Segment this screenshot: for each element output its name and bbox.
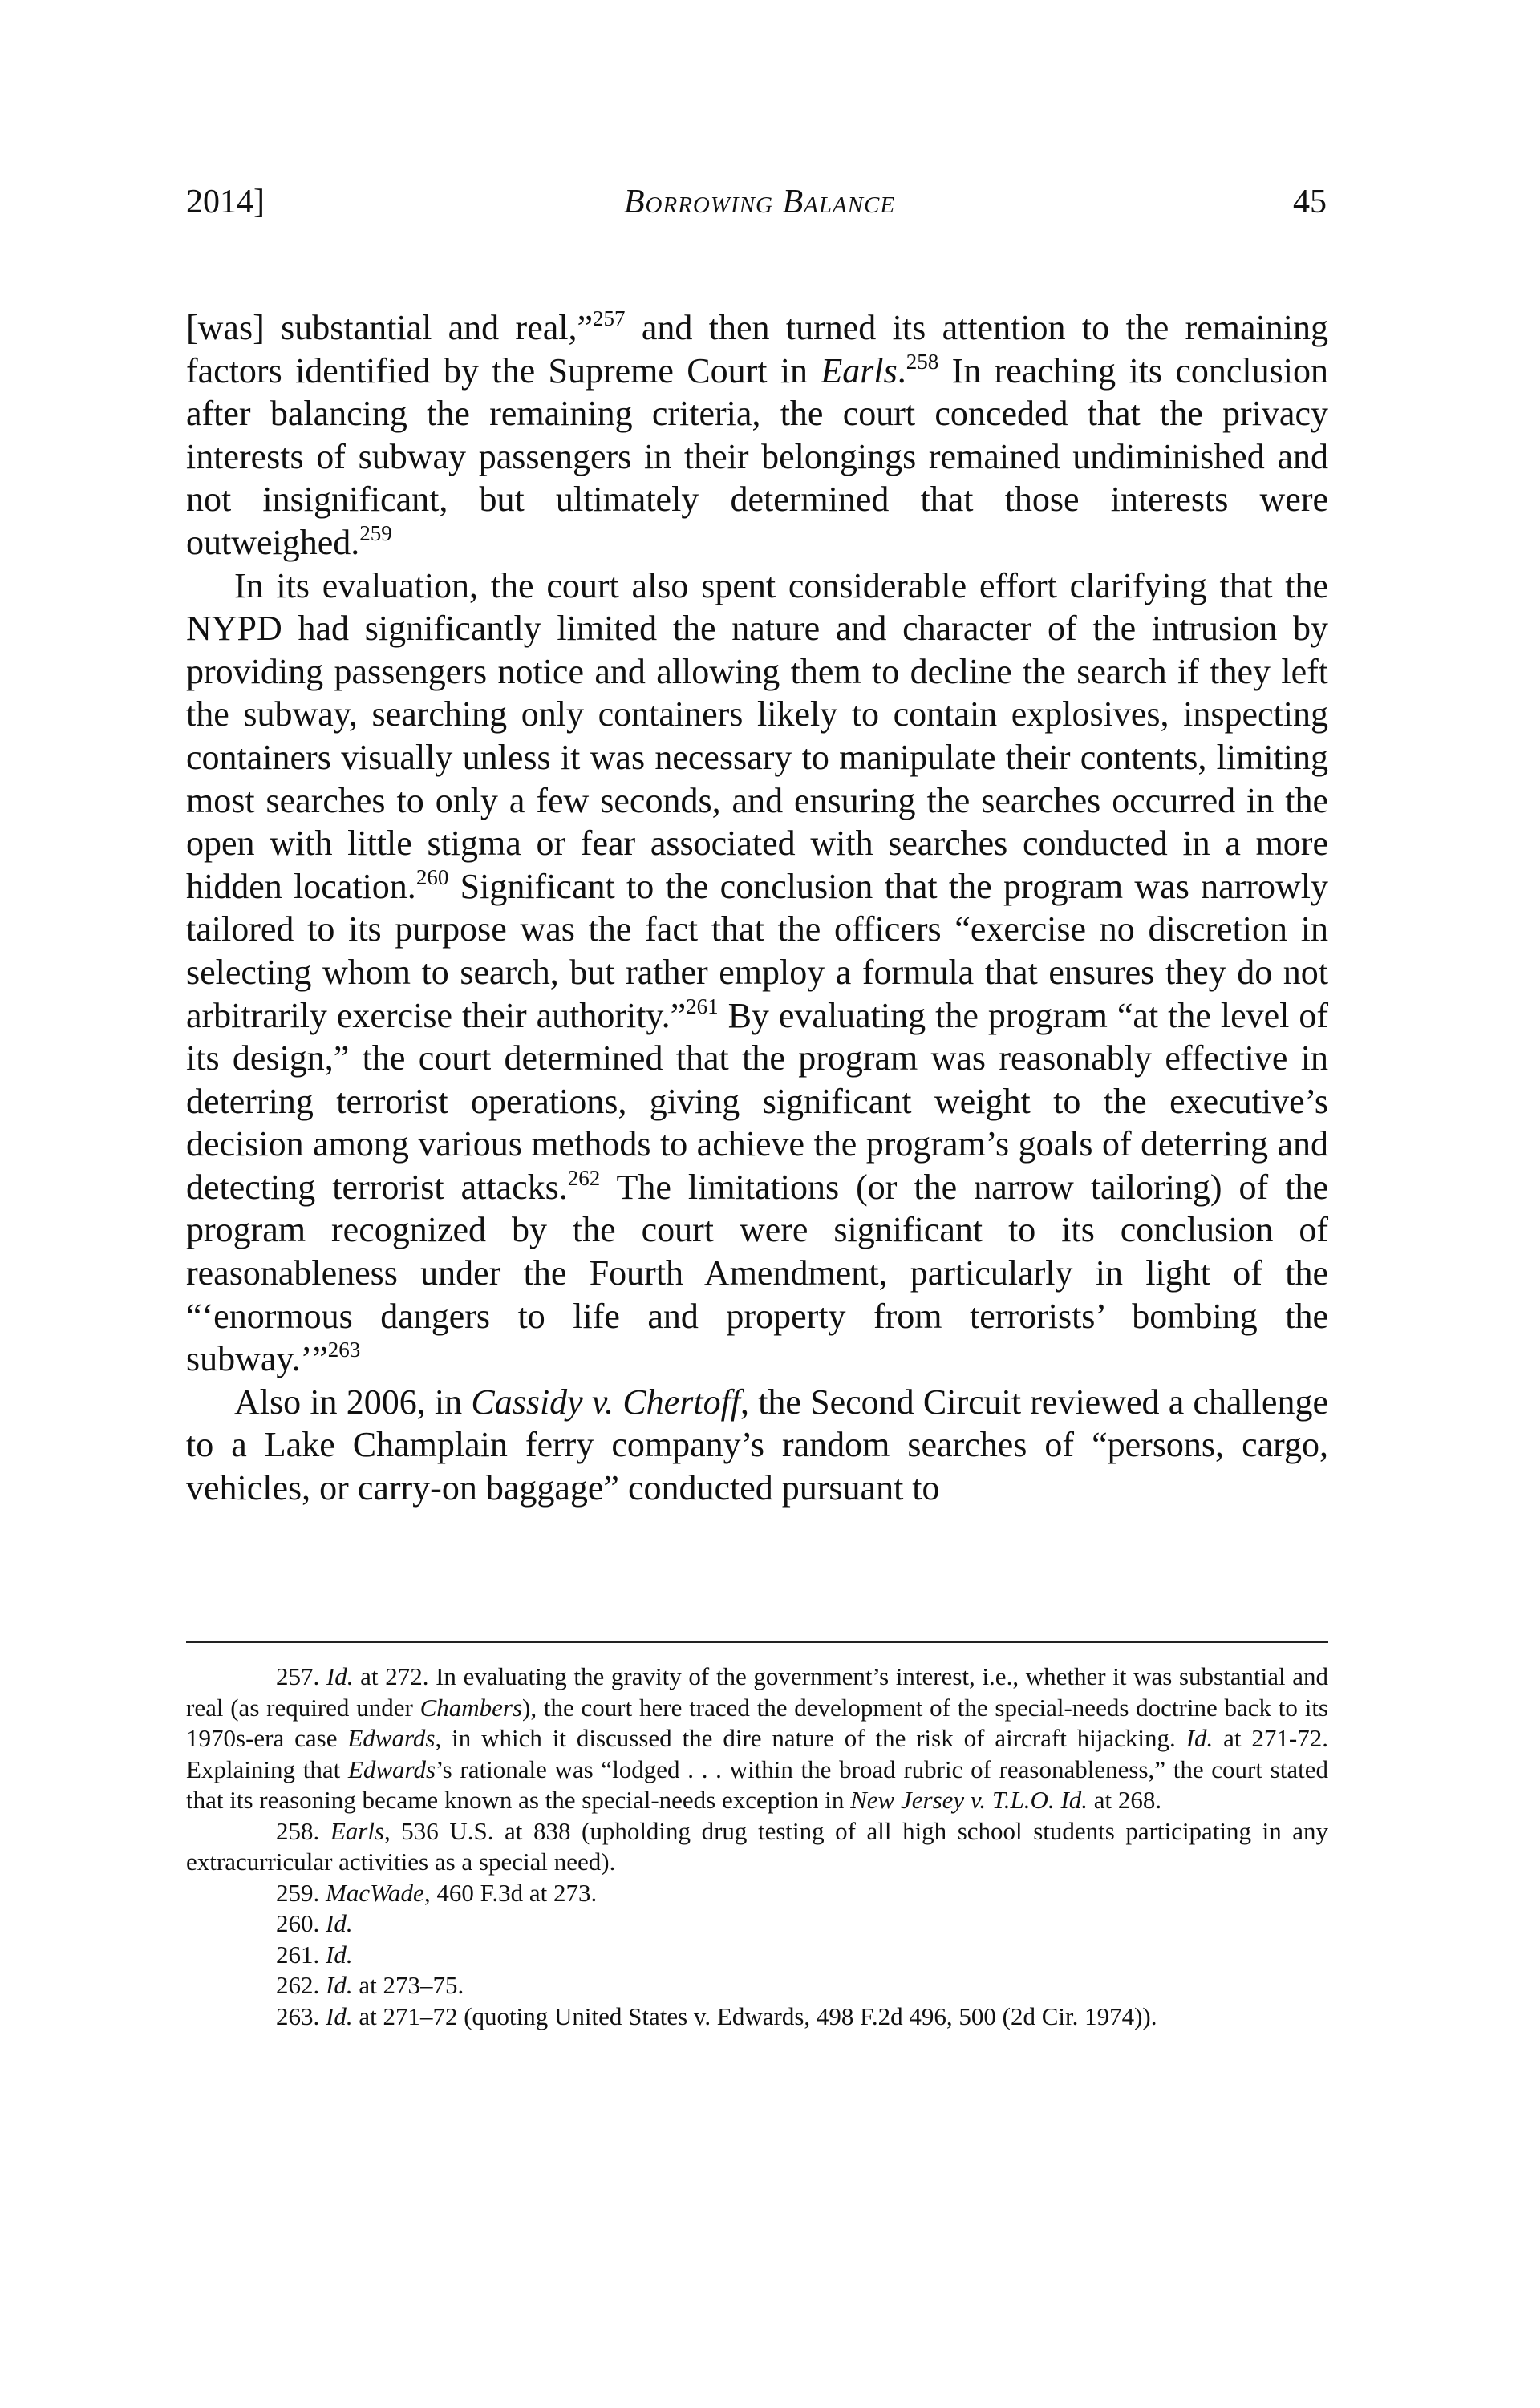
footnote-number: 257.: [276, 1662, 320, 1690]
header-title: Borrowing Balance: [623, 184, 896, 221]
case-name: Edwards: [347, 1754, 436, 1783]
text-run: By evaluating the program “at the level of its design,” the court determined that the program was reasonably effective in deterring terrorist operations, giving significant weight to the executive’s decision among various methods to achieve the program’s goals of deterring and detecting terrorist attacks.: [186, 995, 1328, 1207]
citation: Id.: [326, 2001, 353, 2030]
text-run: In its evaluation, the court also spent considerable effort clarifying that the NYPD had significantly limited the nature and character of the intrusion by providing passengers notice and allowing them to decline the search if they left the subway, searching only containers likely to contain explosives, inspecting containers visually unless it was necessary to manipulate their contents, limiting most searches to only a few seconds, and ensuring the searches occurred in the open with little stigma or fear associated with searches conducted in a more hidden location.: [186, 565, 1328, 906]
text-run: at 273–75.: [352, 1971, 464, 1999]
footnote-262: [186, 1970, 1328, 2001]
case-name: Chambers: [419, 1693, 523, 1722]
footnote-ref-263: 263: [327, 1338, 361, 1362]
footnote-ref-259: 259: [359, 520, 392, 545]
page-number: 45: [1293, 184, 1327, 221]
footnote-number: 258.: [276, 1816, 320, 1845]
footnote-259: [186, 1878, 1328, 1909]
citation: Id.: [326, 1971, 353, 1999]
text-run: at 271–72 (quoting United States v. Edwards, 498 F.2d 496, 500 (2d Cir. 1974)).: [352, 2001, 1157, 2030]
text-run: Also in 2006, in: [234, 1382, 472, 1422]
running-header: [186, 183, 1333, 231]
footnote-number: 262.: [276, 1971, 320, 1999]
footnote-257: [186, 1661, 1328, 1816]
paragraph-3: [186, 1381, 1328, 1510]
text-run: at 271-72. Explaining that: [186, 1724, 1329, 1783]
footnote-divider: [186, 1641, 1328, 1643]
footnote-ref-258: 258: [906, 349, 939, 374]
case-name: MacWade: [326, 1878, 424, 1907]
footnote-ref-260: 260: [415, 864, 449, 889]
footnote-number: 261.: [276, 1940, 320, 1969]
case-name-cassidy: Cassidy v. Chertoff: [471, 1382, 741, 1422]
text-run: at 272. In evaluating the gravity of the government’s interest, i.e., whether it was substantial and real (as required under: [186, 1662, 1329, 1722]
text-run: ), the court here traced the development of the special-needs doctrine back to its 1970s-era case: [186, 1693, 1328, 1752]
footnote-ref-261: 261: [686, 994, 719, 1018]
footnote-number: 259.: [276, 1878, 320, 1907]
footnote-263: [186, 2001, 1328, 2033]
case-name: Earls: [330, 1816, 384, 1845]
footnote-258: [186, 1816, 1328, 1878]
text-run: .: [897, 350, 906, 391]
citation: Id.: [326, 1909, 353, 1937]
citation: Id.: [326, 1940, 353, 1969]
footnote-260: [186, 1908, 1328, 1940]
footnote-ref-257: 257: [593, 306, 626, 330]
paragraph-1: [186, 306, 1328, 565]
case-name: Edwards: [347, 1724, 436, 1752]
text-run: , the Second Circuit reviewed a challenge to a Lake Champlain ferry company’s random searches of “persons, cargo, vehicles, or carry-on baggage” conducted pursuant to: [186, 1382, 1328, 1508]
paragraph-2: [186, 565, 1328, 1381]
header-year: 2014]: [186, 184, 265, 221]
citation: Id.: [1060, 1786, 1088, 1814]
case-name: New Jersey v. T.L.O.: [850, 1786, 1055, 1814]
footnote-number: 260.: [276, 1909, 320, 1937]
text-run: ’s rationale was “lodged . . . within the broad rubric of reasonableness,” the court stated that its reasoning became known as the special-needs exception in: [186, 1754, 1328, 1814]
text-run: , 536 U.S. at 838 (upholding drug testing of all high school students participating in any extracurricular activities as a special need).: [186, 1816, 1329, 1876]
citation: Id.: [326, 1662, 354, 1690]
citation: Id.: [1185, 1724, 1214, 1752]
footnotes: [186, 1661, 1328, 2032]
text-run: [was] substantial and real,”: [186, 308, 594, 347]
text-run: , in which it discussed the dire nature of the risk of aircraft hijacking.: [435, 1724, 1186, 1752]
text-run: at 268.: [1088, 1786, 1162, 1814]
footnote-ref-262: 262: [567, 1165, 601, 1190]
footnote-number: 263.: [276, 2001, 320, 2030]
text-run: The limitations (or the narrow tailoring) of the program recognized by the court were significant to its conclusion of reasonableness under the Fourth Amendment, particularly in light of the “‘enormous dangers to life and property from terrorists’ bombing the subway.’”: [186, 1167, 1328, 1379]
text-run: , 460 F.3d at 273.: [424, 1878, 598, 1907]
text-run: Significant to the conclusion that the program was narrowly tailored to its purpose was the fact that the officers “exercise no discretion in selecting whom to search, but rather employ a formula that ensures they do not arbitrarily exercise their authority.”: [186, 866, 1328, 1035]
footnote-261: [186, 1940, 1328, 1971]
text-run: In reaching its conclusion after balancing the remaining criteria, the court conceded that the privacy interests of subway passengers in their belongings remained undiminished and not insignificant, but ultimately determined that those interests were outweighed.: [186, 350, 1328, 562]
case-name-earls: Earls: [821, 350, 898, 391]
text-run: and then turned its attention to the remaining factors identified by the Supreme Court in: [186, 308, 1328, 391]
body-text: [186, 306, 1328, 1510]
